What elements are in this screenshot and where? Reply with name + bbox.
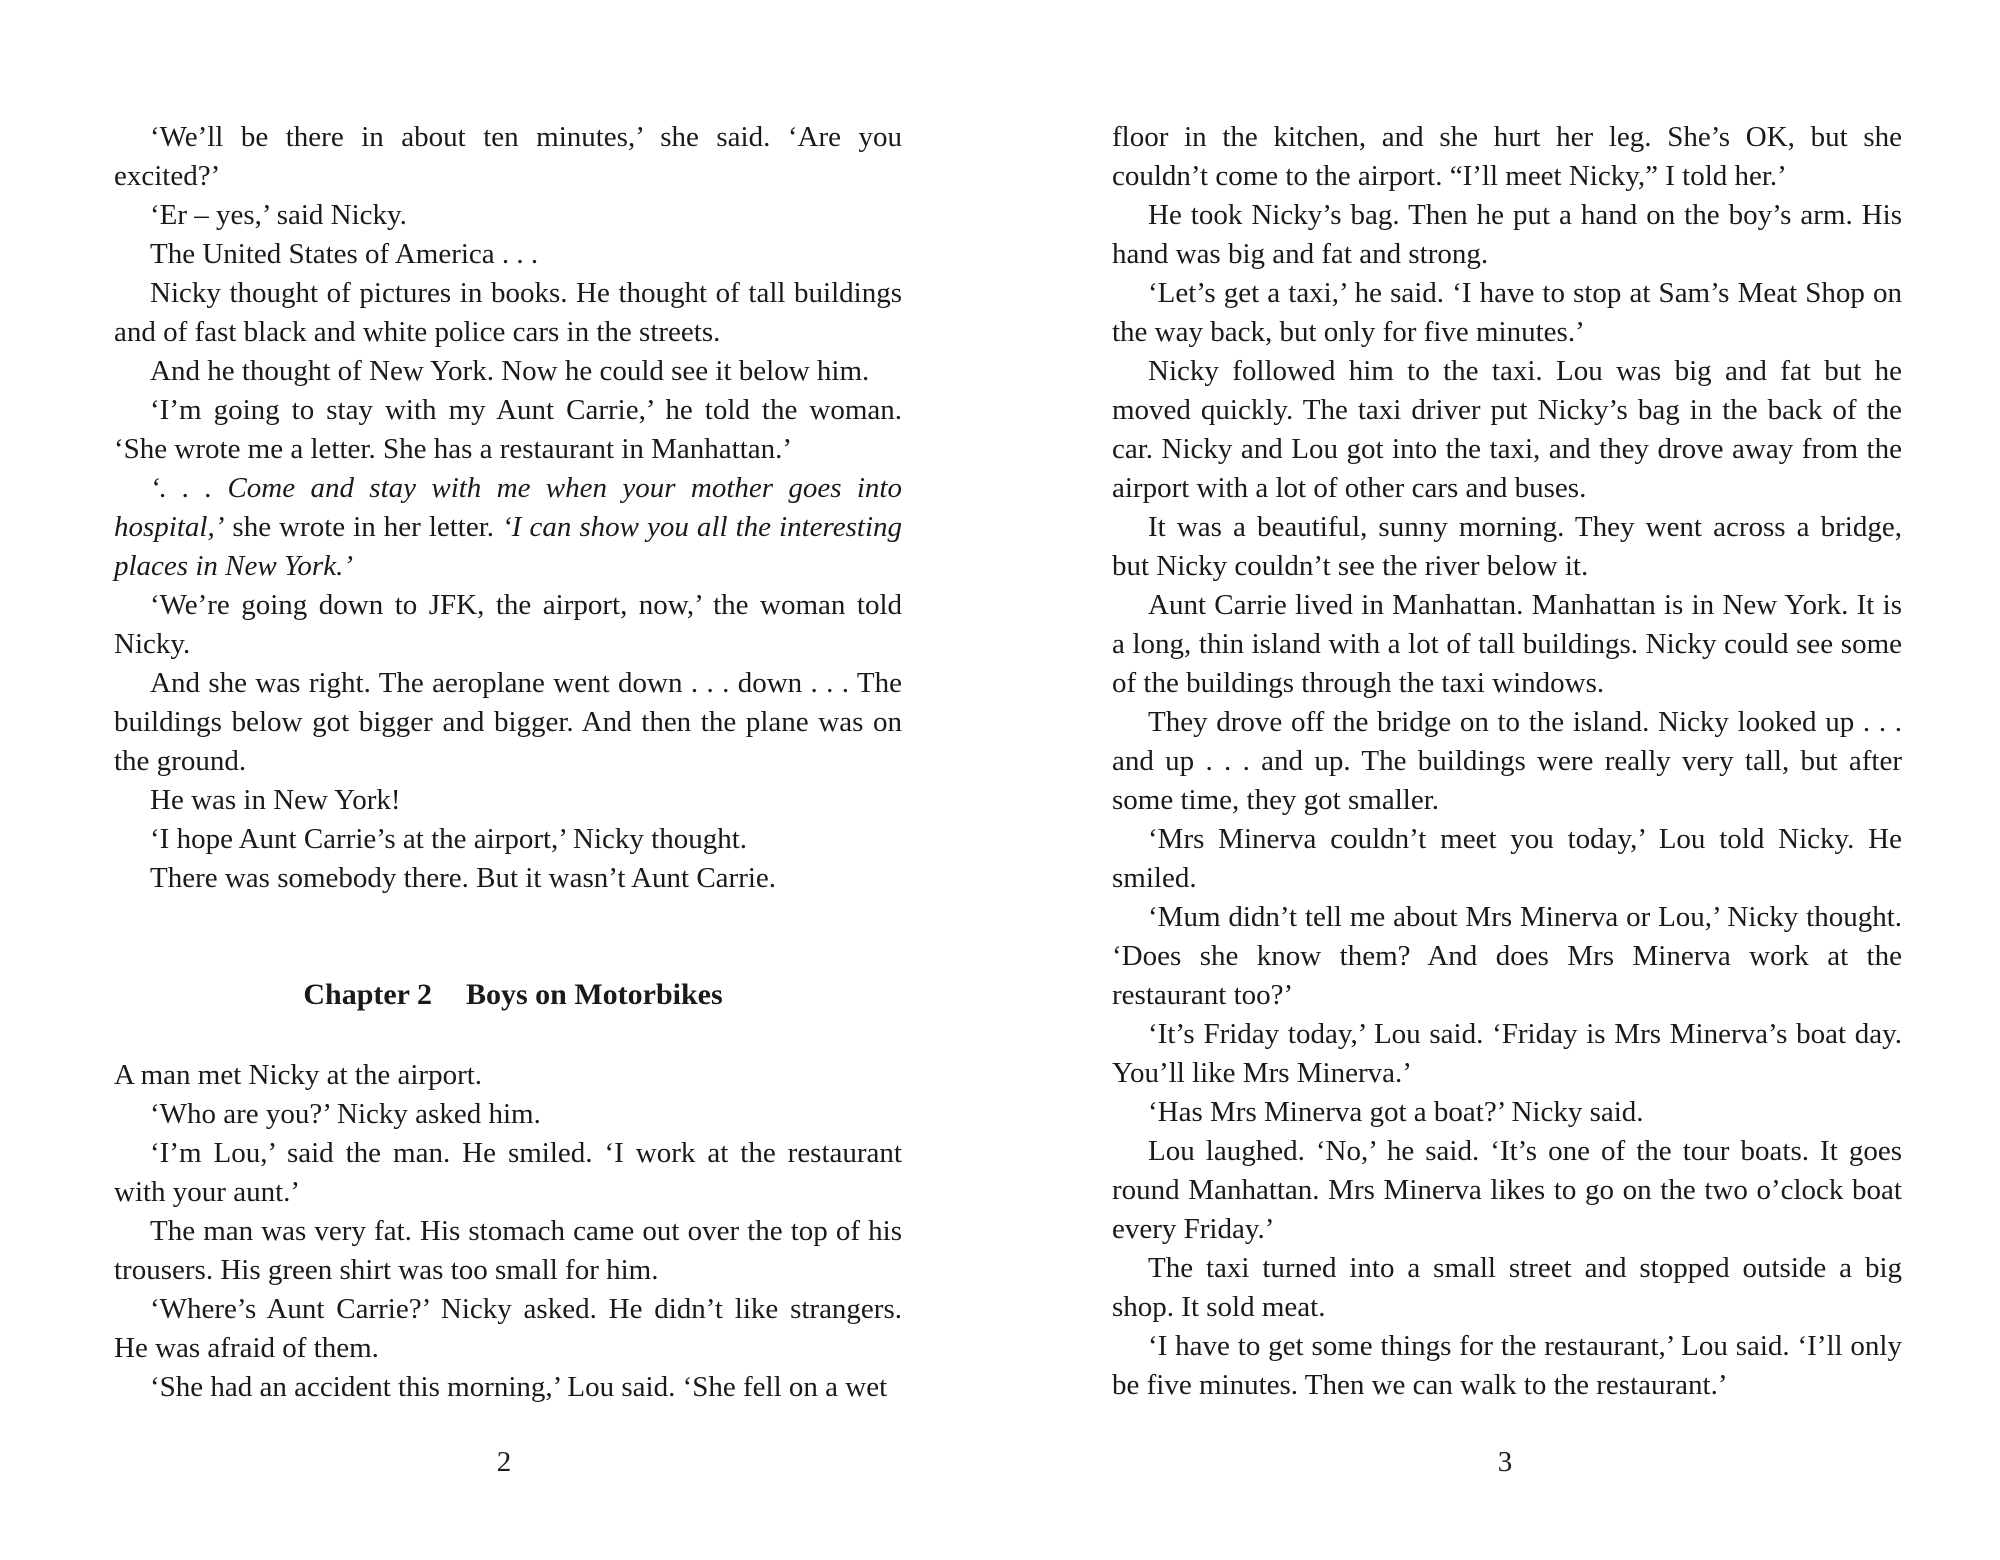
paragraph: floor in the kitchen, and she hurt her leg. She’s OK, but she couldn’t come to the airport. “I’ll meet Nicky,” I told her.’ (1112, 121, 1902, 192)
paragraph: ‘Has Mrs Minerva got a boat?’ Nicky said. (1148, 1096, 1644, 1128)
paragraph: He took Nicky’s bag. Then he put a hand on the boy’s arm. His hand was big and fat and strong. (1112, 199, 1902, 270)
paragraph: ‘Let’s get a taxi,’ he said. ‘I have to stop at Sam’s Meat Shop on the way back, but only for five minutes.’ (1112, 277, 1902, 348)
paragraph: ‘I’m Lou,’ said the man. He smiled. ‘I work at the restaurant with your aunt.’ (114, 1137, 902, 1208)
paragraph: ‘Mrs Minerva couldn’t meet you today,’ Lou told Nicky. He smiled. (1112, 823, 1902, 894)
chapter-title: Boys on Motorbikes (465, 978, 723, 1011)
paragraph: ‘We’re going down to JFK, the airport, now,’ the woman told Nicky. (114, 589, 902, 660)
paragraph: ‘It’s Friday today,’ Lou said. ‘Friday is Mrs Minerva’s boat day. You’ll like Mrs Minerva.’ (1112, 1018, 1902, 1089)
letter-quote: ‘. . . Come and stay with me when your mother goes into hospital,’ (114, 472, 902, 543)
paragraph: The United States of America . . . (150, 238, 539, 270)
page-number: 2 (496, 1446, 512, 1478)
paragraph: ‘I’m going to stay with my Aunt Carrie,’ he told the woman. ‘She wrote me a letter. She has a restaurant in Manhattan.’ (114, 394, 902, 465)
paragraph: ‘I hope Aunt Carrie’s at the airport,’ Nicky thought. (150, 823, 748, 855)
paragraph: There was somebody there. But it wasn’t Aunt Carrie. (150, 862, 777, 894)
paragraph: Nicky thought of pictures in books. He thought of tall buildings and of fast black and white police cars in the streets. (114, 277, 902, 348)
paragraph: ‘Who are you?’ Nicky asked him. (150, 1098, 541, 1130)
paragraph: Lou laughed. ‘No,’ he said. ‘It’s one of the tour boats. It goes round Manhattan. Mrs Minerva likes to go on the two o’clock boat every Friday.’ (1112, 1135, 1902, 1245)
paragraph: ‘Where’s Aunt Carrie?’ Nicky asked. He didn’t like strangers. He was afraid of them. (114, 1293, 902, 1364)
paragraph: ‘She had an accident this morning,’ Lou said. ‘She fell on a wet (150, 1371, 888, 1403)
paragraph: Aunt Carrie lived in Manhattan. Manhattan is in New York. It is a long, thin island with a lot of tall buildings. Nicky could see some of the buildings through the taxi windows. (1112, 589, 1902, 699)
paragraph: He was in New York! (150, 784, 401, 816)
paragraph: And he thought of New York. Now he could see it below him. (150, 355, 870, 387)
paragraph: The man was very fat. His stomach came out over the top of his trousers. His green shirt was too small for him. (114, 1215, 902, 1286)
left-page (114, 118, 902, 1407)
paragraph: ‘Er – yes,’ said Nicky. (150, 199, 407, 231)
chapter-number: Chapter 2 (303, 978, 432, 1011)
page-number: 3 (1497, 1446, 1513, 1478)
paragraph: And she was right. The aeroplane went down . . . down . . . The buildings below got bigger and bigger. And then the plane was on the ground. (114, 667, 902, 777)
right-page (1112, 118, 1902, 1405)
paragraph: It was a beautiful, sunny morning. They went across a bridge, but Nicky couldn’t see the river below it. (1112, 511, 1902, 582)
paragraph: A man met Nicky at the airport. (114, 1059, 483, 1091)
paragraph: ‘I have to get some things for the restaurant,’ Lou said. ‘I’ll only be five minutes. Then we can walk to the restaurant.’ (1112, 1330, 1902, 1401)
letter-paragraph (114, 469, 902, 586)
chapter-heading (114, 975, 902, 1015)
letter-quote: ‘I can show you all the interesting places in New York.’ (114, 511, 903, 582)
letter-narration: she wrote in her letter. (224, 511, 503, 543)
paragraph: The taxi turned into a small street and stopped outside a big shop. It sold meat. (1112, 1252, 1902, 1323)
paragraph: ‘We’ll be there in about ten minutes,’ she said. ‘Are you excited?’ (114, 121, 902, 192)
paragraph: ‘Mum didn’t tell me about Mrs Minerva or Lou,’ Nicky thought. ‘Does she know them? And does Mrs Minerva work at the restaurant too?’ (1112, 901, 1902, 1011)
paragraph: Nicky followed him to the taxi. Lou was big and fat but he moved quickly. The taxi driver put Nicky’s bag in the back of the car. Nicky and Lou got into the taxi, and they drove away from the airport with a lot of other cars and buses. (1112, 355, 1902, 504)
paragraph: They drove off the bridge on to the island. Nicky looked up . . . and up . . . and up. The buildings were really very tall, but after some time, they got smaller. (1112, 706, 1902, 816)
